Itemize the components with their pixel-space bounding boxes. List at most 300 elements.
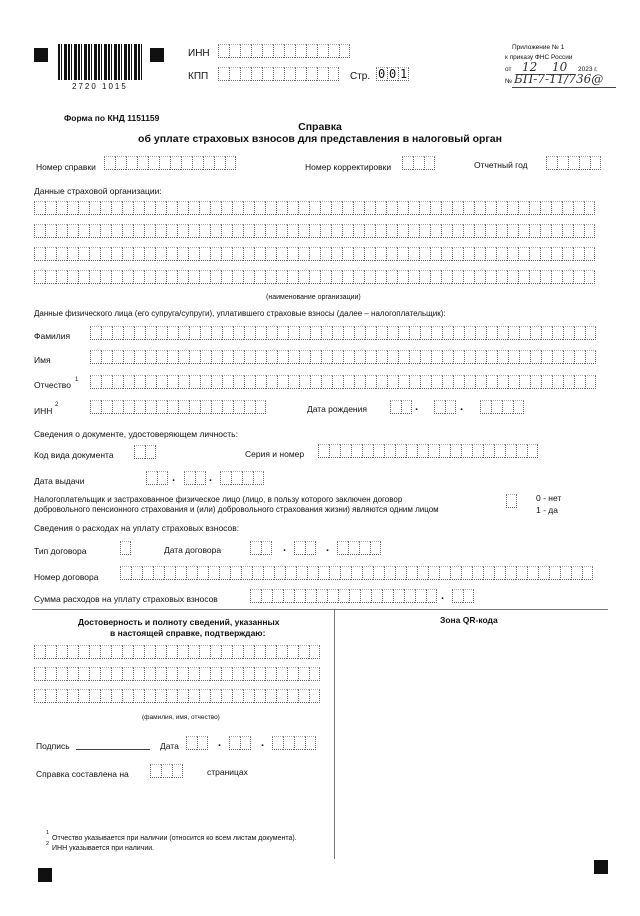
input-cell[interactable] [562, 224, 573, 238]
input-cell[interactable] [146, 471, 157, 485]
input-cell[interactable] [222, 350, 233, 364]
input-cell[interactable] [317, 44, 328, 58]
input-cell[interactable] [262, 67, 273, 81]
input-cell[interactable] [342, 270, 353, 284]
fio-row-2[interactable] [34, 667, 320, 681]
input-cell[interactable] [254, 667, 265, 681]
input-cell[interactable] [233, 350, 244, 364]
input-cell[interactable] [156, 326, 167, 340]
input-cell[interactable] [508, 375, 519, 389]
input-cell[interactable] [45, 247, 56, 261]
input-cell[interactable] [563, 350, 574, 364]
input-cell[interactable] [309, 201, 320, 215]
surname-field[interactable] [90, 326, 596, 340]
input-cell[interactable] [386, 247, 397, 261]
input-cell[interactable] [34, 645, 45, 659]
input-cell[interactable] [67, 270, 78, 284]
input-cell[interactable] [463, 201, 474, 215]
expenses-sum-field[interactable] [250, 589, 437, 603]
same-person-field[interactable] [506, 494, 517, 508]
input-cell[interactable] [274, 566, 285, 580]
input-cell[interactable] [133, 645, 144, 659]
input-cell[interactable] [101, 375, 112, 389]
input-cell[interactable] [254, 201, 265, 215]
sign-date-month[interactable] [229, 736, 251, 750]
input-cell[interactable] [339, 44, 350, 58]
input-cell[interactable] [89, 247, 100, 261]
input-cell[interactable] [181, 156, 192, 170]
input-cell[interactable] [453, 350, 464, 364]
input-cell[interactable] [453, 326, 464, 340]
input-cell[interactable] [486, 375, 497, 389]
input-cell[interactable] [483, 566, 494, 580]
input-cell[interactable] [153, 566, 164, 580]
input-cell[interactable] [253, 471, 264, 485]
input-cell[interactable] [348, 541, 359, 555]
input-cell[interactable] [463, 589, 474, 603]
input-cell[interactable] [273, 67, 284, 81]
input-cell[interactable] [328, 67, 339, 81]
input-cell[interactable] [445, 400, 456, 414]
input-cell[interactable] [111, 667, 122, 681]
input-cell[interactable] [266, 350, 277, 364]
input-cell[interactable] [167, 375, 178, 389]
input-cell[interactable] [214, 156, 225, 170]
input-cell[interactable] [120, 566, 131, 580]
fio-row-3[interactable] [34, 689, 320, 703]
input-cell[interactable] [144, 270, 155, 284]
input-cell[interactable] [364, 224, 375, 238]
input-cell[interactable] [276, 667, 287, 681]
input-cell[interactable] [452, 270, 463, 284]
input-cell[interactable] [254, 224, 265, 238]
input-cell[interactable] [78, 247, 89, 261]
input-cell[interactable] [585, 326, 596, 340]
input-cell[interactable] [188, 689, 199, 703]
input-cell[interactable] [277, 326, 288, 340]
input-cell[interactable] [497, 375, 508, 389]
inn-field[interactable] [90, 400, 266, 414]
input-cell[interactable] [353, 201, 364, 215]
header-inn-field[interactable] [218, 44, 350, 58]
input-cell[interactable] [474, 201, 485, 215]
input-cell[interactable] [365, 326, 376, 340]
input-cell[interactable] [134, 445, 145, 459]
input-cell[interactable] [452, 201, 463, 215]
input-cell[interactable] [166, 201, 177, 215]
input-cell[interactable] [582, 566, 593, 580]
input-cell[interactable] [199, 224, 210, 238]
input-cell[interactable] [364, 270, 375, 284]
input-cell[interactable] [123, 375, 134, 389]
input-cell[interactable] [518, 201, 529, 215]
input-cell[interactable] [343, 326, 354, 340]
input-cell[interactable] [241, 566, 252, 580]
input-cell[interactable] [298, 667, 309, 681]
input-cell[interactable] [562, 201, 573, 215]
input-cell[interactable] [233, 375, 244, 389]
input-cell[interactable] [56, 270, 67, 284]
input-cell[interactable] [150, 764, 161, 778]
input-cell[interactable] [540, 224, 551, 238]
input-cell[interactable] [199, 667, 210, 681]
input-cell[interactable] [450, 566, 461, 580]
input-cell[interactable] [365, 375, 376, 389]
input-cell[interactable] [316, 589, 327, 603]
input-cell[interactable] [219, 566, 230, 580]
input-cell[interactable] [472, 566, 483, 580]
input-cell[interactable] [317, 67, 328, 81]
birth-date-month[interactable] [434, 400, 456, 414]
cert-number-field[interactable] [104, 156, 236, 170]
input-cell[interactable] [283, 589, 294, 603]
input-cell[interactable] [419, 224, 430, 238]
input-cell[interactable] [288, 375, 299, 389]
input-cell[interactable] [265, 247, 276, 261]
input-cell[interactable] [590, 156, 601, 170]
input-cell[interactable] [417, 444, 428, 458]
input-cell[interactable] [222, 326, 233, 340]
input-cell[interactable] [131, 566, 142, 580]
input-cell[interactable] [552, 350, 563, 364]
input-cell[interactable] [541, 350, 552, 364]
input-cell[interactable] [404, 589, 415, 603]
input-cell[interactable] [189, 400, 200, 414]
input-cell[interactable] [386, 224, 397, 238]
input-cell[interactable] [529, 201, 540, 215]
input-cell[interactable] [298, 224, 309, 238]
input-cell[interactable] [255, 350, 266, 364]
input-cell[interactable] [309, 247, 320, 261]
input-cell[interactable] [402, 156, 413, 170]
input-cell[interactable] [417, 566, 428, 580]
input-cell[interactable] [67, 645, 78, 659]
input-cell[interactable] [419, 270, 430, 284]
input-cell[interactable] [494, 444, 505, 458]
input-cell[interactable] [486, 350, 497, 364]
input-cell[interactable] [362, 566, 373, 580]
input-cell[interactable] [332, 375, 343, 389]
input-cell[interactable] [426, 589, 437, 603]
input-cell[interactable] [299, 350, 310, 364]
input-cell[interactable] [497, 350, 508, 364]
input-cell[interactable] [210, 689, 221, 703]
input-cell[interactable] [34, 270, 45, 284]
input-cell[interactable] [453, 375, 464, 389]
input-cell[interactable] [353, 224, 364, 238]
input-cell[interactable] [529, 224, 540, 238]
input-cell[interactable] [265, 224, 276, 238]
input-cell[interactable] [166, 247, 177, 261]
input-cell[interactable] [342, 201, 353, 215]
input-cell[interactable] [199, 247, 210, 261]
input-cell[interactable] [287, 689, 298, 703]
input-cell[interactable] [254, 645, 265, 659]
input-cell[interactable] [229, 67, 240, 81]
input-cell[interactable] [430, 201, 441, 215]
input-cell[interactable] [232, 201, 243, 215]
input-cell[interactable] [145, 326, 156, 340]
input-cell[interactable] [486, 326, 497, 340]
input-cell[interactable] [296, 566, 307, 580]
input-cell[interactable] [172, 764, 183, 778]
input-cell[interactable] [472, 444, 483, 458]
input-cell[interactable] [56, 645, 67, 659]
input-cell[interactable] [306, 67, 317, 81]
input-cell[interactable] [155, 201, 166, 215]
input-cell[interactable] [298, 270, 309, 284]
input-cell[interactable] [552, 326, 563, 340]
input-cell[interactable] [485, 224, 496, 238]
org-name-row-2[interactable] [34, 224, 595, 238]
input-cell[interactable] [431, 375, 442, 389]
input-cell[interactable] [507, 270, 518, 284]
input-cell[interactable] [386, 201, 397, 215]
input-cell[interactable] [111, 689, 122, 703]
input-cell[interactable] [310, 350, 321, 364]
contract-date-day[interactable] [250, 541, 272, 555]
input-cell[interactable] [199, 270, 210, 284]
input-cell[interactable] [67, 689, 78, 703]
input-cell[interactable] [298, 689, 309, 703]
input-cell[interactable] [408, 201, 419, 215]
input-cell[interactable] [574, 350, 585, 364]
input-cell[interactable] [415, 589, 426, 603]
input-cell[interactable] [549, 566, 560, 580]
input-cell[interactable] [133, 270, 144, 284]
input-cell[interactable] [112, 375, 123, 389]
input-cell[interactable] [188, 270, 199, 284]
input-cell[interactable] [475, 350, 486, 364]
input-cell[interactable] [320, 224, 331, 238]
input-cell[interactable] [351, 444, 362, 458]
input-cell[interactable] [210, 247, 221, 261]
input-cell[interactable] [309, 224, 320, 238]
input-cell[interactable] [571, 566, 582, 580]
input-cell[interactable] [255, 326, 266, 340]
input-cell[interactable] [430, 247, 441, 261]
input-cell[interactable] [56, 201, 67, 215]
input-cell[interactable] [276, 689, 287, 703]
input-cell[interactable] [221, 224, 232, 238]
input-cell[interactable] [34, 201, 45, 215]
input-cell[interactable] [156, 350, 167, 364]
input-cell[interactable] [310, 326, 321, 340]
input-cell[interactable] [177, 689, 188, 703]
input-cell[interactable] [340, 444, 351, 458]
input-cell[interactable] [166, 645, 177, 659]
input-cell[interactable] [551, 270, 562, 284]
input-cell[interactable] [243, 689, 254, 703]
input-cell[interactable] [250, 589, 261, 603]
input-cell[interactable] [540, 201, 551, 215]
input-cell[interactable] [67, 224, 78, 238]
input-cell[interactable] [541, 375, 552, 389]
input-cell[interactable] [159, 156, 170, 170]
input-cell[interactable] [200, 326, 211, 340]
input-cell[interactable] [573, 247, 584, 261]
input-cell[interactable] [541, 326, 552, 340]
input-cell[interactable] [397, 270, 408, 284]
input-cell[interactable] [177, 645, 188, 659]
input-cell[interactable] [327, 589, 338, 603]
input-cell[interactable] [298, 201, 309, 215]
input-cell[interactable] [122, 667, 133, 681]
input-cell[interactable] [56, 689, 67, 703]
input-cell[interactable] [262, 44, 273, 58]
input-cell[interactable] [126, 156, 137, 170]
input-cell[interactable] [452, 589, 463, 603]
fio-row-1[interactable] [34, 645, 320, 659]
input-cell[interactable] [90, 400, 101, 414]
input-cell[interactable] [424, 156, 435, 170]
input-cell[interactable] [148, 156, 159, 170]
input-cell[interactable] [362, 444, 373, 458]
header-kpp-field[interactable] [218, 67, 339, 81]
input-cell[interactable] [34, 667, 45, 681]
input-cell[interactable] [375, 224, 386, 238]
input-cell[interactable] [431, 350, 442, 364]
input-cell[interactable] [265, 645, 276, 659]
input-cell[interactable] [420, 326, 431, 340]
input-cell[interactable] [310, 375, 321, 389]
input-cell[interactable] [276, 247, 287, 261]
input-cell[interactable] [232, 247, 243, 261]
input-cell[interactable] [276, 201, 287, 215]
input-cell[interactable] [232, 224, 243, 238]
input-cell[interactable] [284, 67, 295, 81]
input-cell[interactable] [111, 247, 122, 261]
input-cell[interactable] [115, 156, 126, 170]
input-cell[interactable] [265, 667, 276, 681]
input-cell[interactable] [112, 326, 123, 340]
input-cell[interactable] [401, 400, 412, 414]
input-cell[interactable] [133, 224, 144, 238]
input-cell[interactable] [155, 247, 166, 261]
input-cell[interactable] [133, 247, 144, 261]
input-cell[interactable] [89, 645, 100, 659]
input-cell[interactable] [111, 270, 122, 284]
input-cell[interactable] [551, 201, 562, 215]
input-cell[interactable] [101, 326, 112, 340]
input-cell[interactable] [568, 156, 579, 170]
input-cell[interactable] [240, 67, 251, 81]
input-cell[interactable] [287, 667, 298, 681]
input-cell[interactable] [221, 689, 232, 703]
input-cell[interactable] [243, 224, 254, 238]
input-cell[interactable] [122, 689, 133, 703]
input-cell[interactable] [254, 247, 265, 261]
birth-date-day[interactable] [390, 400, 412, 414]
input-cell[interactable] [243, 201, 254, 215]
input-cell[interactable] [584, 270, 595, 284]
input-cell[interactable] [218, 67, 229, 81]
input-cell[interactable] [584, 247, 595, 261]
input-cell[interactable] [195, 471, 206, 485]
input-cell[interactable] [475, 375, 486, 389]
input-cell[interactable] [364, 247, 375, 261]
input-cell[interactable] [197, 736, 208, 750]
input-cell[interactable] [210, 201, 221, 215]
input-cell[interactable] [134, 400, 145, 414]
input-cell[interactable] [387, 326, 398, 340]
input-cell[interactable] [397, 247, 408, 261]
input-cell[interactable] [210, 667, 221, 681]
input-cell[interactable] [491, 400, 502, 414]
input-cell[interactable] [285, 566, 296, 580]
contract-type-field[interactable] [120, 541, 131, 555]
input-cell[interactable] [343, 375, 354, 389]
input-cell[interactable] [309, 270, 320, 284]
input-cell[interactable] [243, 247, 254, 261]
input-cell[interactable] [431, 326, 442, 340]
input-cell[interactable] [584, 201, 595, 215]
input-cell[interactable] [441, 247, 452, 261]
birth-date-year[interactable] [480, 400, 524, 414]
input-cell[interactable] [485, 270, 496, 284]
input-cell[interactable] [155, 224, 166, 238]
input-cell[interactable] [540, 247, 551, 261]
input-cell[interactable] [232, 645, 243, 659]
input-cell[interactable] [452, 224, 463, 238]
input-cell[interactable] [277, 375, 288, 389]
input-cell[interactable] [375, 270, 386, 284]
input-cell[interactable] [463, 270, 474, 284]
input-cell[interactable] [338, 589, 349, 603]
input-cell[interactable] [134, 350, 145, 364]
input-cell[interactable] [188, 201, 199, 215]
input-cell[interactable] [349, 589, 360, 603]
input-cell[interactable] [133, 689, 144, 703]
input-cell[interactable] [340, 566, 351, 580]
input-cell[interactable] [177, 247, 188, 261]
input-cell[interactable] [210, 224, 221, 238]
input-cell[interactable] [156, 400, 167, 414]
input-cell[interactable] [506, 494, 517, 508]
input-cell[interactable] [496, 201, 507, 215]
input-cell[interactable] [199, 689, 210, 703]
input-cell[interactable] [90, 350, 101, 364]
input-cell[interactable] [419, 247, 430, 261]
input-cell[interactable] [100, 270, 111, 284]
input-cell[interactable] [442, 326, 453, 340]
input-cell[interactable] [45, 645, 56, 659]
input-cell[interactable] [354, 326, 365, 340]
name-field[interactable] [90, 350, 596, 364]
input-cell[interactable] [428, 566, 439, 580]
input-cell[interactable] [100, 201, 111, 215]
input-cell[interactable] [393, 589, 404, 603]
input-cell[interactable] [161, 764, 172, 778]
input-cell[interactable] [288, 350, 299, 364]
input-cell[interactable] [375, 201, 386, 215]
input-cell[interactable] [177, 270, 188, 284]
input-cell[interactable] [243, 645, 254, 659]
input-cell[interactable] [387, 350, 398, 364]
input-cell[interactable] [441, 201, 452, 215]
input-cell[interactable] [318, 444, 329, 458]
input-cell[interactable] [90, 326, 101, 340]
input-cell[interactable] [177, 224, 188, 238]
series-number-field[interactable] [318, 444, 538, 458]
input-cell[interactable] [430, 270, 441, 284]
input-cell[interactable] [218, 44, 229, 58]
input-cell[interactable] [122, 224, 133, 238]
input-cell[interactable] [123, 350, 134, 364]
input-cell[interactable] [78, 689, 89, 703]
input-cell[interactable] [574, 326, 585, 340]
input-cell[interactable] [442, 350, 453, 364]
